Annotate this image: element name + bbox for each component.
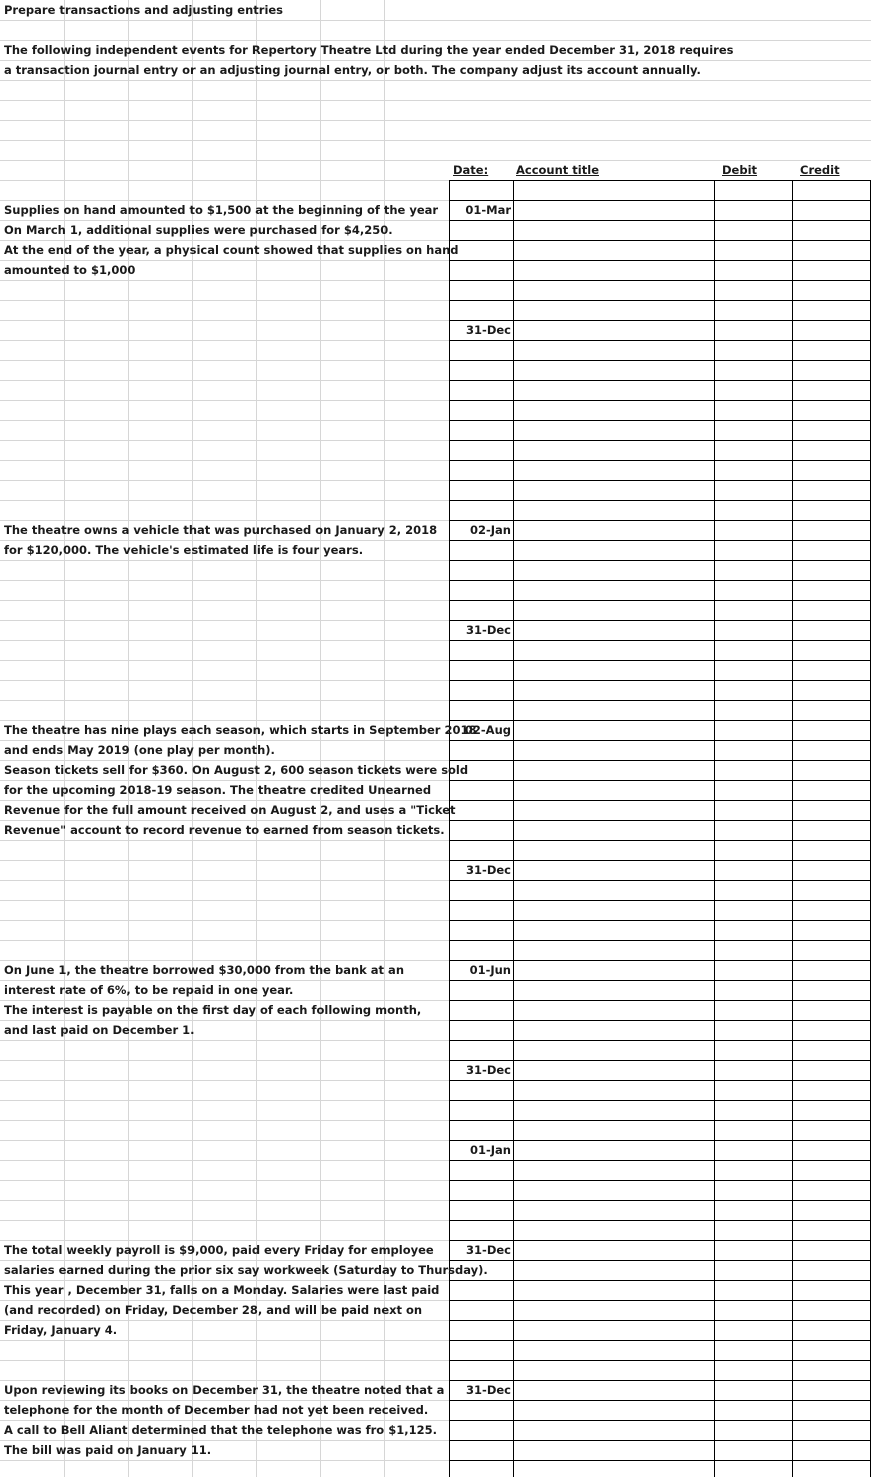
row-border — [449, 560, 871, 561]
row-border — [449, 640, 871, 641]
row-border — [449, 500, 871, 501]
intro-line-1: The following independent events for Repertory Theatre Ltd during the year ended December 31, 2018 requires — [4, 43, 734, 57]
row-gridline — [0, 20, 871, 21]
event-text-line: On March 1, additional supplies were purchased for $4,250. — [4, 223, 393, 237]
event-text-line: Revenue for the full amount received on August 2, and uses a "Ticket — [4, 803, 456, 817]
event-text-line: This year , December 31, falls on a Monday. Salaries were last paid — [4, 1283, 440, 1297]
account-title-column-header: Account title — [516, 163, 599, 177]
row-border — [449, 1200, 871, 1201]
row-border — [449, 180, 871, 181]
debit-column-header: Debit — [722, 163, 758, 177]
row-border — [449, 1340, 871, 1341]
row-border — [449, 1300, 871, 1301]
event-text-line: Season tickets sell for $360. On August 2, 600 season tickets were sold — [4, 763, 469, 777]
row-gridline — [0, 120, 871, 121]
event-text-line: The bill was paid on January 11. — [4, 1443, 212, 1457]
row-gridline — [0, 80, 871, 81]
entry-date-cell[interactable]: 31-Dec — [466, 323, 511, 337]
row-border — [449, 280, 871, 281]
credit-column-header: Credit — [800, 163, 840, 177]
event-text-line: and last paid on December 1. — [4, 1023, 195, 1037]
row-border — [449, 1400, 871, 1401]
row-border — [449, 600, 871, 601]
row-border — [449, 1060, 871, 1061]
row-border — [449, 1100, 871, 1101]
row-border — [449, 1460, 871, 1461]
entry-date-cell[interactable]: 02-Aug — [464, 723, 511, 737]
event-text-line: Revenue" account to record revenue to earned from season tickets. — [4, 823, 445, 837]
row-border — [449, 1360, 871, 1361]
column-border — [714, 180, 715, 1477]
row-border — [449, 1140, 871, 1141]
intro-line-2: a transaction journal entry or an adjusting journal entry, or both. The company adjust its account annually. — [4, 63, 701, 77]
row-border — [449, 740, 871, 741]
row-border — [449, 1000, 871, 1001]
row-border — [449, 400, 871, 401]
entry-date-cell[interactable]: 31-Dec — [466, 623, 511, 637]
row-border — [449, 1220, 871, 1221]
entry-date-cell[interactable]: 31-Dec — [466, 863, 511, 877]
event-text-line: The interest is payable on the first day of each following month, — [4, 1003, 422, 1017]
row-border — [449, 880, 871, 881]
row-border — [449, 320, 871, 321]
event-text-line: The theatre has nine plays each season, which starts in September 2018 — [4, 723, 477, 737]
event-text-line: telephone for the month of December had not yet been received. — [4, 1403, 429, 1417]
row-border — [449, 300, 871, 301]
row-border — [449, 700, 871, 701]
event-text-line: amounted to $1,000 — [4, 263, 136, 277]
event-text-line: Supplies on hand amounted to $1,500 at the beginning of the year — [4, 203, 439, 217]
event-text-line: On June 1, the theatre borrowed $30,000 from the bank at an — [4, 963, 405, 977]
event-text-line: Friday, January 4. — [4, 1323, 118, 1337]
entry-date-cell[interactable]: 02-Jan — [469, 523, 511, 537]
row-border — [449, 1240, 871, 1241]
row-border — [449, 960, 871, 961]
row-border — [449, 1040, 871, 1041]
row-border — [449, 900, 871, 901]
row-border — [449, 480, 871, 481]
row-border — [449, 820, 871, 821]
row-border — [449, 1380, 871, 1381]
row-border — [449, 760, 871, 761]
entry-date-cell[interactable]: 01-Jun — [469, 963, 511, 977]
event-text-line: The total weekly payroll is $9,000, paid every Friday for employee — [4, 1243, 434, 1257]
row-border — [449, 800, 871, 801]
event-text-line: The theatre owns a vehicle that was purchased on January 2, 2018 — [4, 523, 438, 537]
entry-date-cell[interactable]: 31-Dec — [466, 1383, 511, 1397]
entry-date-cell[interactable]: 01-Jan — [469, 1143, 511, 1157]
row-border — [449, 380, 871, 381]
event-text-line: interest rate of 6%, to be repaid in one year. — [4, 983, 294, 997]
row-border — [449, 340, 871, 341]
row-border — [449, 860, 871, 861]
row-border — [449, 980, 871, 981]
row-border — [449, 1420, 871, 1421]
row-border — [449, 360, 871, 361]
row-border — [449, 460, 871, 461]
row-border — [449, 1020, 871, 1021]
row-border — [449, 1080, 871, 1081]
row-border — [449, 1440, 871, 1441]
row-border — [449, 620, 871, 621]
row-border — [449, 940, 871, 941]
row-border — [449, 1180, 871, 1181]
event-text-line: salaries earned during the prior six say workweek (Saturday to Thursday). — [4, 1263, 488, 1277]
row-border — [449, 540, 871, 541]
event-text-line: At the end of the year, a physical count showed that supplies on hand — [4, 243, 459, 257]
row-border — [449, 680, 871, 681]
entry-date-cell[interactable]: 31-Dec — [466, 1063, 511, 1077]
row-border — [449, 200, 871, 201]
row-border — [449, 520, 871, 521]
date-column-header: Date: — [453, 163, 489, 177]
row-border — [449, 720, 871, 721]
row-border — [449, 660, 871, 661]
row-border — [449, 1260, 871, 1261]
row-border — [449, 920, 871, 921]
row-border — [449, 780, 871, 781]
event-text-line: Upon reviewing its books on December 31, the theatre noted that a — [4, 1383, 445, 1397]
row-border — [449, 440, 871, 441]
row-border — [449, 1120, 871, 1121]
row-border — [449, 220, 871, 221]
row-border — [449, 420, 871, 421]
row-border — [449, 840, 871, 841]
column-border — [449, 180, 450, 1477]
row-gridline — [0, 140, 871, 141]
worksheet-title: Prepare transactions and adjusting entries — [4, 3, 284, 17]
entry-date-cell[interactable]: 01-Mar — [465, 203, 511, 217]
row-border — [449, 240, 871, 241]
row-gridline — [0, 100, 871, 101]
row-border — [449, 1320, 871, 1321]
row-border — [449, 260, 871, 261]
row-border — [449, 1160, 871, 1161]
entry-date-cell[interactable]: 31-Dec — [466, 1243, 511, 1257]
row-border — [449, 580, 871, 581]
event-text-line: for $120,000. The vehicle's estimated life is four years. — [4, 543, 364, 557]
event-text-line: (and recorded) on Friday, December 28, and will be paid next on — [4, 1303, 423, 1317]
event-text-line: for the upcoming 2018-19 season. The theatre credited Unearned — [4, 783, 432, 797]
row-border — [449, 1280, 871, 1281]
column-border — [513, 180, 514, 1477]
event-text-line: and ends May 2019 (one play per month). — [4, 743, 275, 757]
column-border — [792, 180, 793, 1477]
event-text-line: A call to Bell Aliant determined that the telephone was fro $1,125. — [4, 1423, 437, 1437]
